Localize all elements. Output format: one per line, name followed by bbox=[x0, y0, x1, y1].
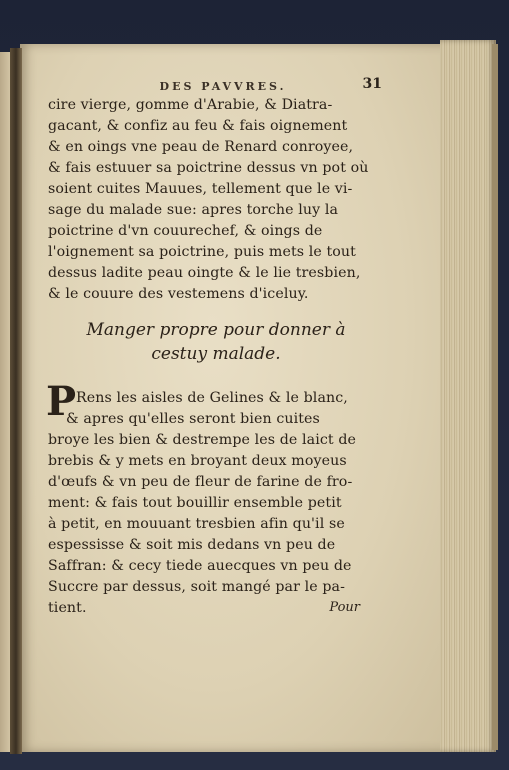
text-line: Saffran: & cecy tiede auecques vn peu de bbox=[48, 558, 352, 574]
text-line: sage du malade sue: apres torche luy la bbox=[48, 202, 339, 218]
text-line: cire vierge, gomme d'Arabie, & Diatra- bbox=[48, 97, 333, 113]
text-line: l'oignement sa poictrine, puis mets le tout bbox=[48, 244, 356, 260]
text-line: & fais estuuer sa poictrine dessus vn pot où bbox=[48, 160, 369, 176]
section-heading: Manger propre pour donner à bbox=[86, 320, 346, 340]
text-line: poictrine d'vn couurechef, & oings de bbox=[48, 223, 323, 239]
text-line: tient. bbox=[48, 600, 87, 616]
text-line: soient cuites Mauues, tellement que le vi- bbox=[48, 181, 353, 197]
page-number: 31 bbox=[362, 76, 382, 92]
text-line: espessisse & soit mis dedans vn peu de bbox=[48, 537, 336, 553]
text-line: broye les bien & destrempe les de laict de bbox=[48, 432, 357, 448]
text-line: & apres qu'elles seront bien cuites bbox=[66, 411, 320, 427]
page-stack-edge bbox=[440, 40, 496, 752]
text-line: ment: & fais tout bouillir ensemble petit bbox=[48, 495, 342, 511]
book-fore-edge bbox=[492, 44, 498, 750]
catchword: Pour bbox=[329, 600, 360, 615]
running-head: DES PAVVRES. bbox=[159, 80, 287, 93]
drop-capital: P bbox=[46, 378, 77, 425]
text-line: d'œufs & vn peu de fleur de farine de fro- bbox=[48, 474, 353, 490]
text-line: & en oings vne peau de Renard conroyee, bbox=[48, 139, 354, 155]
section-heading: cestuy malade. bbox=[151, 344, 281, 364]
text-line: dessus ladite peau oingte & le lie tresbien, bbox=[48, 265, 361, 281]
text-line: gacant, & confiz au feu & fais oignement bbox=[48, 118, 348, 134]
text-line: Rens les aisles de Gelines & le blanc, bbox=[76, 390, 348, 406]
text-line: brebis & y mets en broyant deux moyeus bbox=[48, 453, 347, 469]
text-line: Succre par dessus, soit mangé par le pa- bbox=[48, 579, 345, 595]
text-line: & le couure des vestemens d'iceluy. bbox=[48, 286, 309, 302]
book-gutter bbox=[10, 48, 22, 754]
text-line: à petit, en mouuant tresbien afin qu'il se bbox=[48, 516, 345, 532]
